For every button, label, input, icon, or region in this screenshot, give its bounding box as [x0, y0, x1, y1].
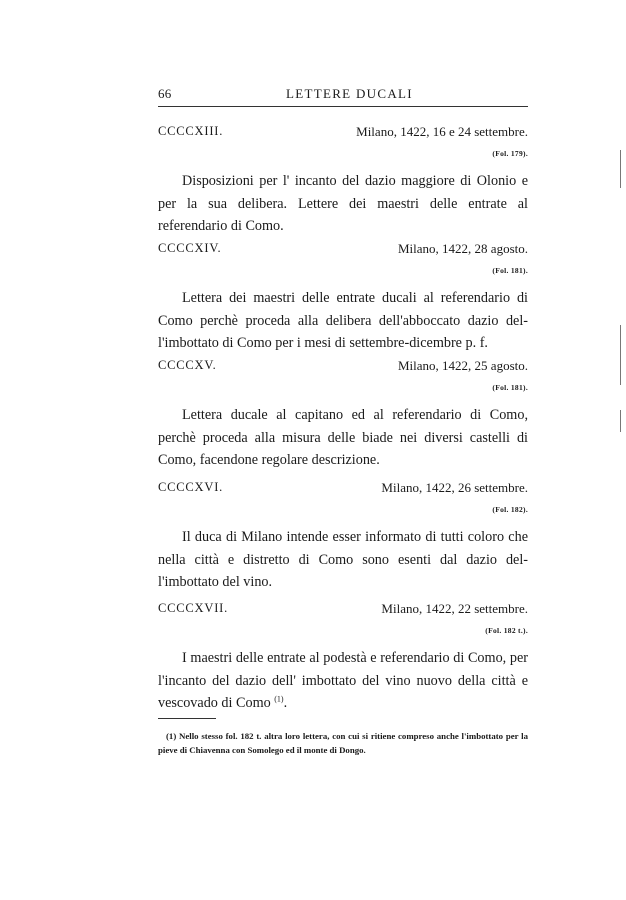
entry-date: Milano, 1422, 16 e 24 settembre.	[356, 124, 528, 139]
scan-edge-mark	[620, 410, 621, 432]
entry-text: Lettera ducale al capitano ed al referendario di Como, perchè proceda alla misura delle biade nei diversi castelli di Como, facendone regolare descrizione.	[158, 407, 528, 468]
page-number: 66	[158, 86, 172, 101]
entry-folio: (Fol. 181).	[492, 266, 528, 275]
entry-date: Milano, 1422, 22 settembre.	[381, 601, 528, 616]
running-title: LETTERE DUCALI	[286, 86, 413, 101]
entry-text: Disposizioni per l' incanto del dazio maggiore di Olonio e per la sua delibera. Lettere dei maestri delle entrate al referendario di Como.	[158, 173, 528, 234]
entry-folio: (Fol. 182).	[492, 505, 528, 514]
page-header	[158, 86, 528, 106]
entry-folio: (Fol. 181).	[492, 383, 528, 392]
entry-folio: (Fol. 182 t.).	[485, 626, 528, 635]
entry-number: CCCCXV.	[158, 358, 217, 372]
entry-text: Lettera dei maestri delle entrate ducali al referendario di Como perchè proceda alla delibera dell'abboccato dazio del-l'imbottato di Como per i mesi di settembre-dicembre p. f.	[158, 290, 528, 351]
entry-number: CCCCXVI.	[158, 480, 224, 494]
footnote-reference: (1)	[274, 694, 284, 704]
entry-date: Milano, 1422, 28 agosto.	[398, 241, 528, 256]
entry-number: CCCCXIII.	[158, 124, 224, 138]
entry-folio: (Fol. 179).	[492, 149, 528, 158]
footnote: (1) Nello stesso fol. 182 t. altra loro lettera, con cui si ritiene compreso anche l'imbottato per la pieve di Chiavenna con Somolego ed il monte di Dongo.	[158, 731, 528, 755]
footnote-rule	[158, 718, 216, 719]
entry-date: Milano, 1422, 25 agosto.	[398, 358, 528, 373]
entry-text-main: I maestri delle entrate al podestà e referendario di Como, per l'incanto del dazio dell' imbottato del vino nuovo della città e vescovado di Como	[158, 650, 528, 711]
header-rule	[158, 106, 528, 107]
entry-number: CCCCXVII.	[158, 601, 229, 615]
entry-number: CCCCXIV.	[158, 241, 222, 255]
entry-text	[158, 647, 528, 715]
scan-edge-mark	[620, 325, 621, 385]
entry-date: Milano, 1422, 26 settembre.	[381, 480, 528, 495]
entry-text-end: .	[283, 695, 288, 711]
scan-edge-mark	[620, 150, 621, 188]
entry-text: Il duca di Milano intende esser informato di tutti coloro che nella città e distretto di Como sono esenti dal dazio del-l'imbottato del vino.	[158, 529, 528, 590]
